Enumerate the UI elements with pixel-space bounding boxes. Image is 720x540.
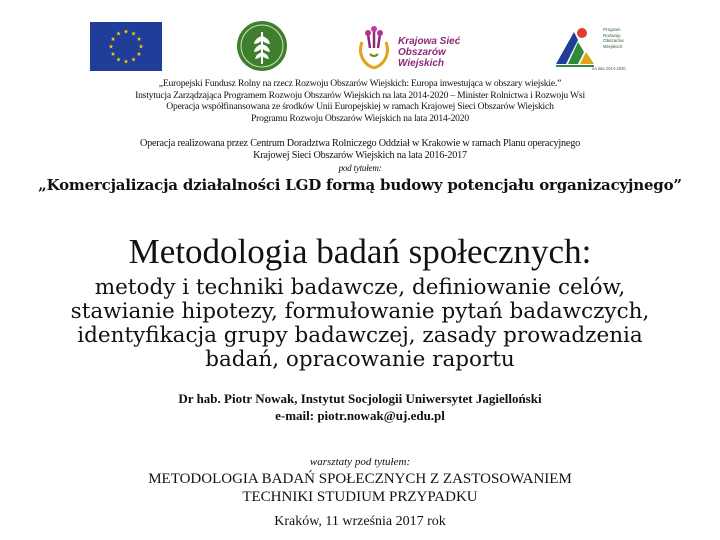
main-title: Metodologia badań społecznych:: [128, 232, 592, 271]
prow-emblem-icon: [552, 24, 598, 70]
workshop-title-line1: METODOLOGIA BADAŃ SPOŁECZNYCH Z ZASTOSOWANIEM: [148, 471, 572, 487]
operation-block: [0, 138, 720, 174]
ksow-logo: [352, 24, 492, 70]
prow-line2: Rozwoju: [603, 32, 621, 38]
funding-line: Instytucja Zarządzająca Programem Rozwoju Obszarów Wiejskich na lata 2014-2020 – Minister Rolnictwa i Rozwoju Wsi: [135, 89, 585, 101]
workshop-title: [0, 470, 720, 506]
subtitle-line: stawianie hipotezy, formułowanie pytań badawczych,: [70, 299, 650, 324]
operation-line1: Operacja realizowana przez Centrum Doradztwa Rolniczego Oddział w Krakowie w ramach Planu operacyjnego: [139, 138, 581, 149]
workshop-title-line2: TECHNIKI STUDIUM PRZYPADKU: [242, 489, 478, 505]
funding-block: [0, 78, 720, 124]
prow-years: na lata 2014-2020: [592, 66, 626, 71]
prow-line4: Wiejskich: [603, 43, 623, 49]
ksow-line2: Obszarów Wiejskich: [398, 47, 446, 69]
workshop-label: warsztaty pod tytułem:: [309, 456, 411, 468]
ksow-flower-icon: [352, 24, 396, 70]
author-name: Dr hab. Piotr Nowak, Instytut Socjologii Uniwersytet Jagielloński: [178, 391, 542, 406]
subtitle-line: identyfikacja grupy badawczej, zasady prowadzenia: [77, 323, 643, 348]
author-email: e-mail: piotr.nowak@uj.edu.pl: [275, 408, 445, 423]
funding-line: Operacja współfinansowana ze środków Unii Europejskiej w ramach Krajowej Sieci Obszarów Wiejskich: [166, 101, 554, 112]
operation-line3: pod tytułem:: [338, 163, 382, 173]
subtitle-block: [0, 276, 720, 372]
ksow-line1: Krajowa Sieć: [398, 36, 461, 47]
logo-bar: [0, 18, 720, 76]
prow-line3: Obszarów: [603, 38, 624, 44]
eu-flag-icon: [90, 22, 162, 71]
subtitle-line: badań, opracowanie raportu: [205, 347, 515, 372]
operation-line2: Krajowej Sieci Obszarów Wiejskich na lata 2016-2017: [253, 150, 467, 161]
prow-line1: Program: [603, 27, 621, 32]
subtitle-line: metody i techniki badawcze, definiowanie celów,: [94, 275, 626, 300]
prow-logo: [552, 22, 632, 74]
author-block: [0, 390, 720, 424]
wheat-emblem-icon: [236, 20, 288, 72]
date: Kraków, 11 września 2017 rok: [274, 514, 446, 529]
funding-line: Programu Rozwoju Obszarów Wiejskich na lata 2014-2020: [251, 112, 469, 124]
operation-title: „Komercjalizacja działalności LGD formą budowy potencjału organizacyjnego”: [38, 176, 682, 194]
funding-line: „Europejski Fundusz Rolny na rzecz Rozwoju Obszarów Wiejskich: Europa inwestująca w obszary wiejskie.”: [158, 78, 562, 89]
